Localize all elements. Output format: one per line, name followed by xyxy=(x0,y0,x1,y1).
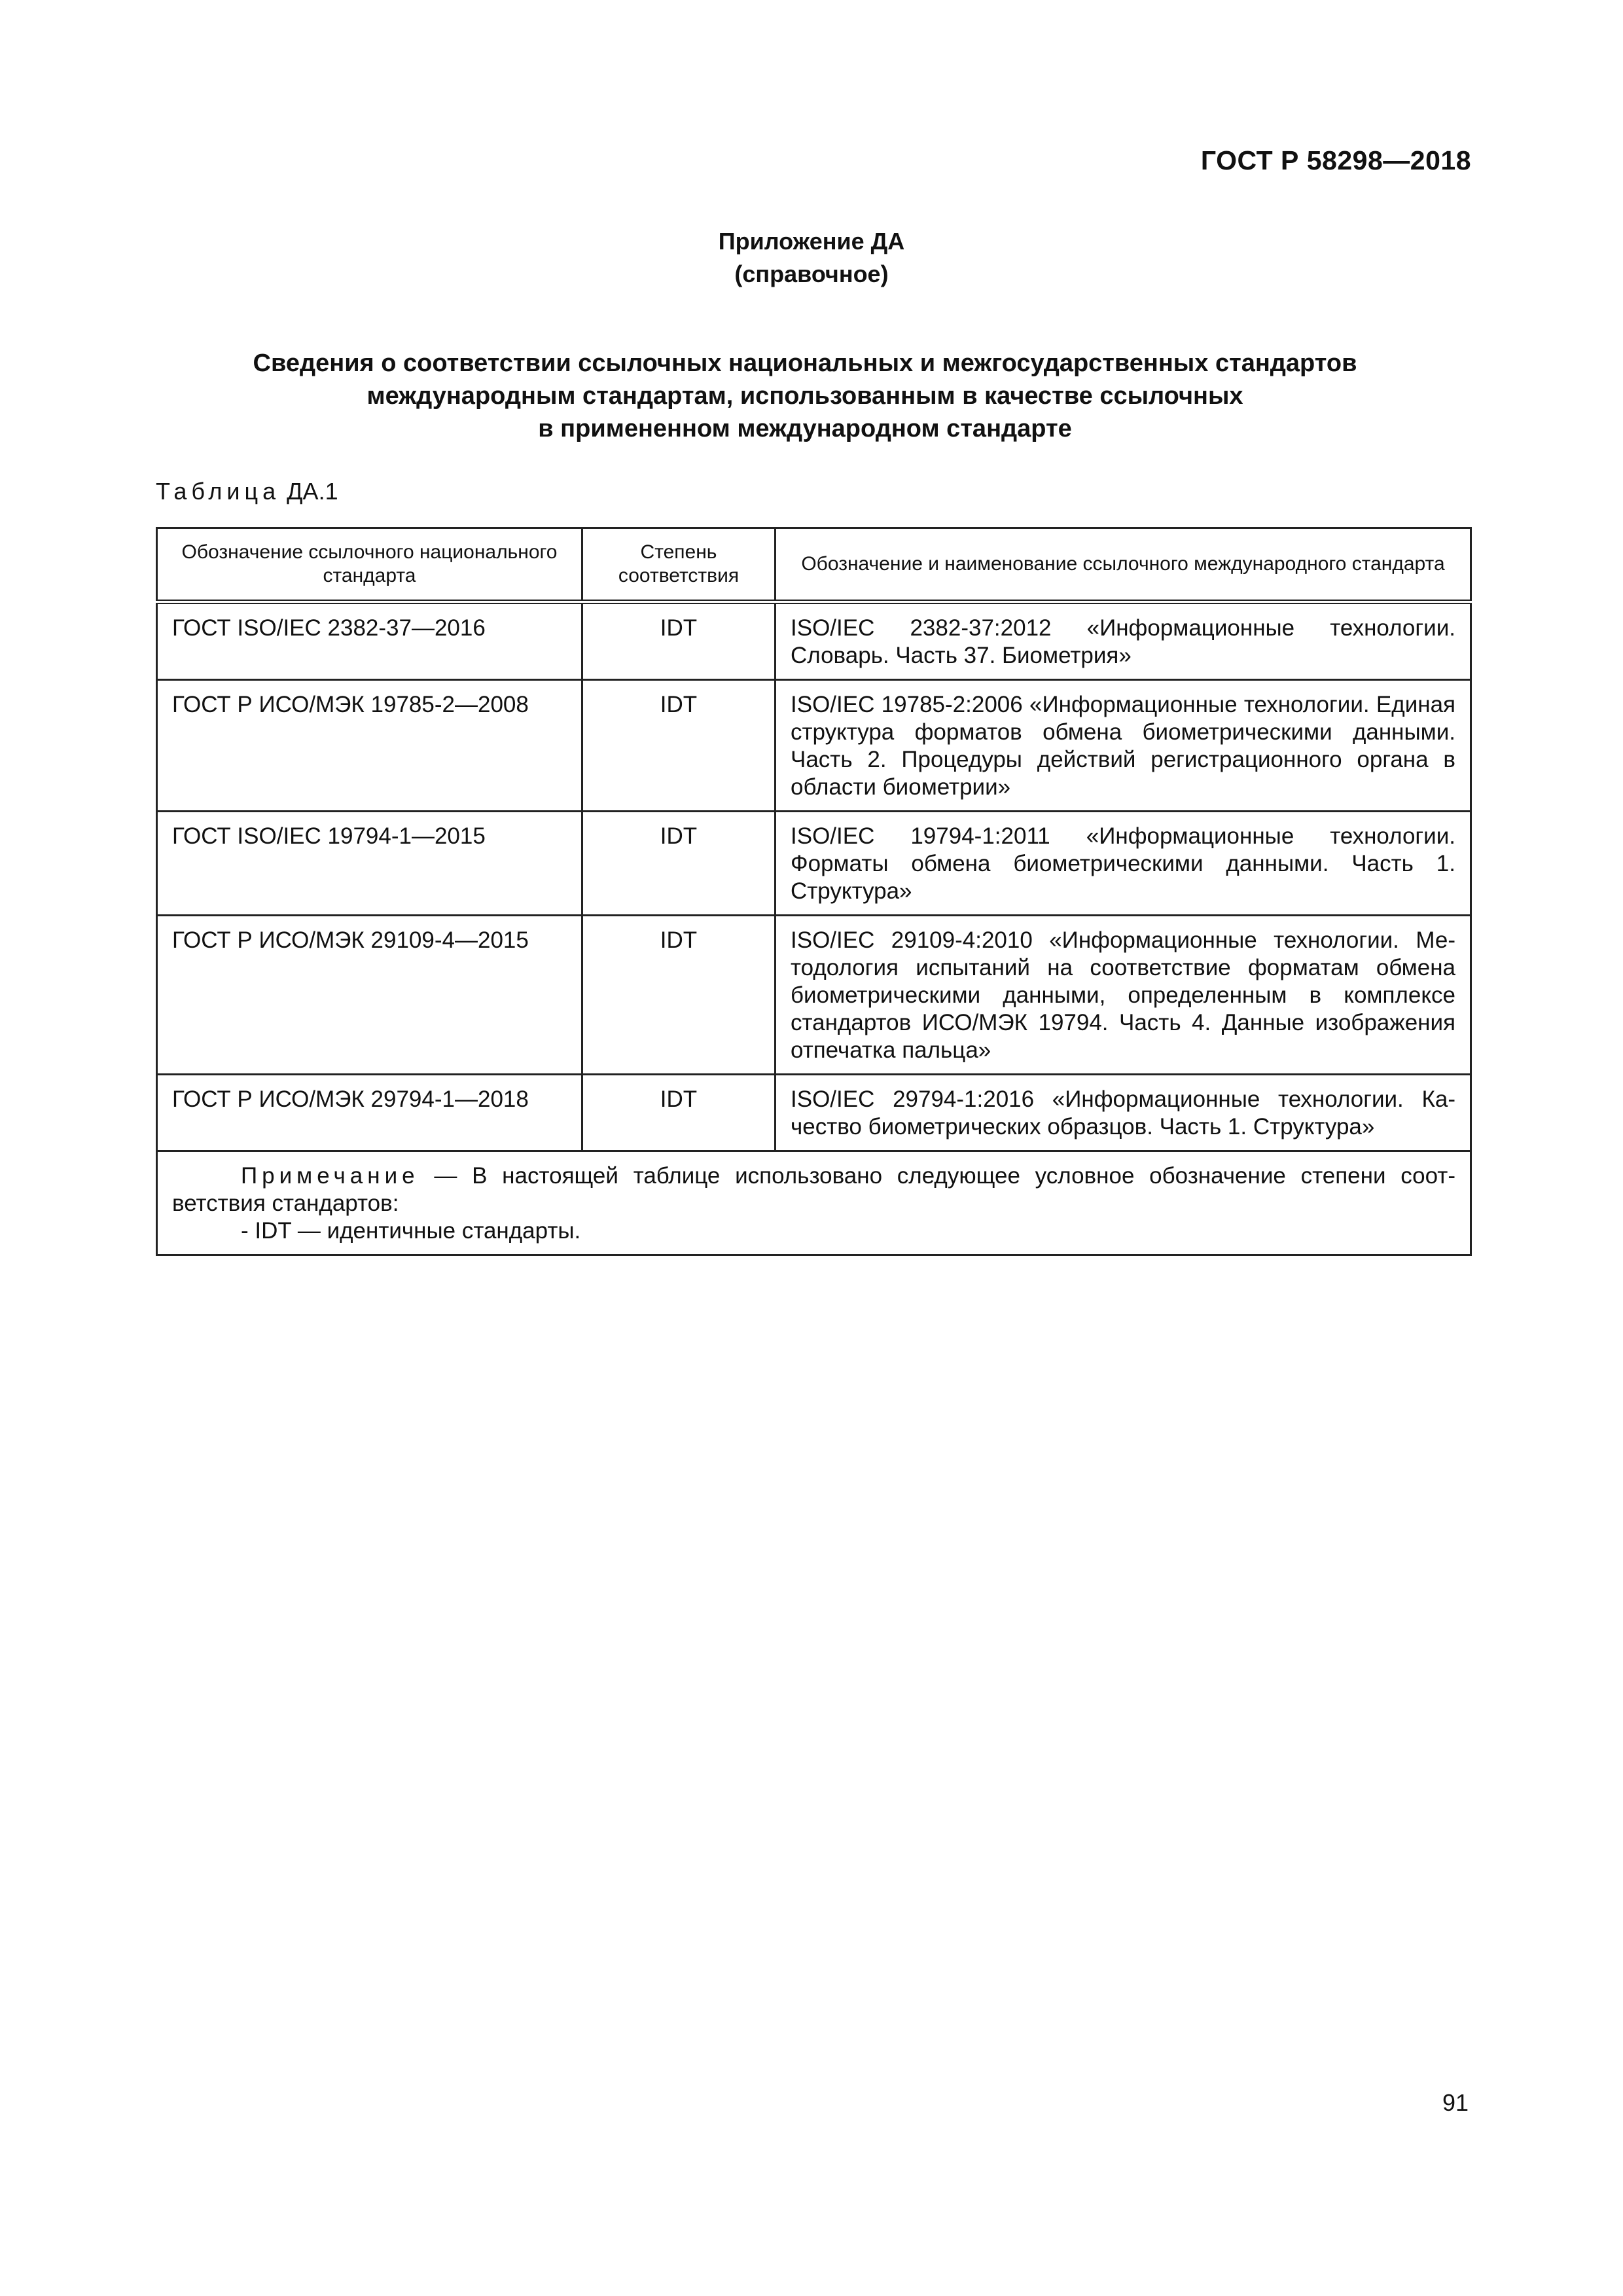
cell-national: ГОСТ Р ИСО/МЭК 29109-4—2015 xyxy=(157,916,582,1075)
note-body: — В настоящей таблице использовано следующее условное обозначение степени соответствия стандартов: xyxy=(172,1163,1455,1216)
note-list-item: - IDT — идентичные стандарты. xyxy=(241,1218,581,1244)
cell-international: ISO/IEC 29109-4:2010 «Информационные технологии. Методология испытаний на соответствие форматам обмена биометрическими данными, определенным в комплексе стандартов ИСО/МЭК 19794. Часть 4. Данные изображения отпечатка пальца» xyxy=(776,916,1471,1075)
table-header-row xyxy=(157,528,1471,602)
page-number: 91 xyxy=(1442,2089,1469,2116)
table-row xyxy=(157,812,1471,916)
cell-national: ГОСТ Р ИСО/МЭК 29794-1—2018 xyxy=(157,1075,582,1151)
cell-international: ISO/IEC 19794-1:2011 «Информационные технологии. Форматы обмена биометрическими данными. Часть 1. Структура» xyxy=(776,812,1471,916)
cell-national: ГОСТ ISO/IEC 2382-37—2016 xyxy=(157,602,582,680)
table-row xyxy=(157,602,1471,680)
cell-degree: IDT xyxy=(582,602,776,680)
header-national-standard: Обозначение ссылочного национального стандарта xyxy=(157,528,582,602)
note-label: Примечание xyxy=(241,1163,419,1189)
cell-degree: IDT xyxy=(582,1075,776,1151)
table-row xyxy=(157,916,1471,1075)
cell-national: ГОСТ ISO/IEC 19794-1—2015 xyxy=(157,812,582,916)
appendix-type: (справочное) xyxy=(734,260,889,287)
table-note xyxy=(157,1151,1471,1255)
appendix-heading xyxy=(0,225,1623,291)
table-row xyxy=(157,680,1471,812)
cell-international: ISO/IEC 29794-1:2016 «Информационные технологии. Качество биометрических образцов. Часть 1. Структура» xyxy=(776,1075,1471,1151)
cell-national: ГОСТ Р ИСО/МЭК 19785-2—2008 xyxy=(157,680,582,812)
cell-degree: IDT xyxy=(582,680,776,812)
correspondence-table xyxy=(156,527,1472,1256)
table-caption xyxy=(156,478,338,505)
header-degree: Степень соответствия xyxy=(582,528,776,602)
title-line-2: международным стандартам, использованным в качестве ссылочных xyxy=(366,382,1243,410)
document-code: ГОСТ Р 58298—2018 xyxy=(1200,145,1471,175)
header-international-standard: Обозначение и наименование ссылочного международного стандарта xyxy=(776,528,1471,602)
section-title xyxy=(131,347,1479,445)
table-caption-label: Таблица xyxy=(156,478,281,505)
appendix-name: Приложение ДА xyxy=(718,228,905,255)
table-row xyxy=(157,1075,1471,1151)
cell-degree: IDT xyxy=(582,812,776,916)
table-note-row xyxy=(157,1151,1471,1255)
title-line-1: Сведения о соответствии ссылочных национальных и межгосударственных стандартов xyxy=(253,350,1357,377)
cell-international: ISO/IEC 2382-37:2012 «Информационные технологии. Словарь. Часть 37. Биометрия» xyxy=(776,602,1471,680)
note-text xyxy=(172,1162,1455,1217)
cell-degree: IDT xyxy=(582,916,776,1075)
title-line-3: в примененном международном стандарте xyxy=(538,415,1072,442)
table-caption-number: ДА.1 xyxy=(287,478,338,505)
cell-international: ISO/IEC 19785-2:2006 «Информационные технологии. Единая структура форматов обмена биометрическими данными. Часть 2. Процедуры действий регистрационного органа в области биометрии» xyxy=(776,680,1471,812)
